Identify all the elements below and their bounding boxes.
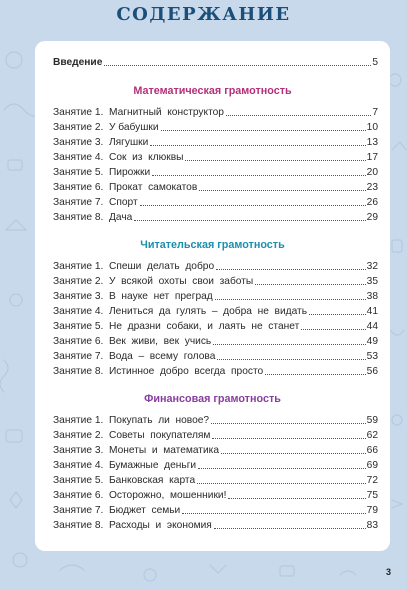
dot-leader	[213, 344, 365, 345]
toc-page-number: 17	[366, 152, 378, 163]
toc-entry[interactable]	[53, 210, 378, 224]
toc-entry-label: Занятие 2. Советы покупателям	[53, 430, 211, 441]
toc-entry-label: Занятие 4. Сок из клюквы	[53, 152, 184, 163]
dot-leader	[221, 453, 366, 454]
toc-page-number: 41	[366, 306, 378, 317]
toc-entry-label: Занятие 8. Дача	[53, 212, 133, 223]
toc-page-number: 66	[366, 445, 378, 456]
toc-entry[interactable]	[53, 289, 378, 303]
toc-entry-label: Занятие 6. Век живи, век учись	[53, 336, 212, 347]
toc-entry-label: Занятие 7. Вода – всему голова	[53, 351, 216, 362]
toc-entry[interactable]	[53, 135, 378, 149]
toc-entry-label: Занятие 3. Лягушки	[53, 137, 149, 148]
toc-entry[interactable]	[53, 195, 378, 209]
toc-entry[interactable]	[53, 334, 378, 348]
dot-leader	[309, 314, 366, 315]
dot-leader	[150, 145, 365, 146]
toc-entry[interactable]	[53, 473, 378, 487]
dot-leader	[161, 130, 366, 131]
dot-leader	[152, 175, 365, 176]
dot-leader	[226, 115, 371, 116]
toc-page-number: 35	[366, 276, 378, 287]
toc-page-number: 44	[366, 321, 378, 332]
dot-leader	[255, 284, 365, 285]
toc-page-number: 56	[366, 366, 378, 377]
toc-entry-intro[interactable]	[53, 55, 378, 69]
toc-entry-label: Занятие 7. Спорт	[53, 197, 138, 208]
toc-entry[interactable]	[53, 319, 378, 333]
toc-entry-label: Занятие 5. Банковская карта	[53, 475, 196, 486]
toc-page-number: 38	[366, 291, 378, 302]
toc-entry[interactable]	[53, 503, 378, 517]
toc-entry-label: Занятие 4. Лениться да гулять – добра не видать	[53, 306, 308, 317]
toc-entry[interactable]	[53, 274, 378, 288]
toc-page-number: 53	[366, 351, 378, 362]
toc-entry[interactable]	[53, 120, 378, 134]
toc-page-number: 7	[372, 107, 378, 118]
contents-panel	[35, 41, 390, 551]
toc-page-number: 75	[366, 490, 378, 501]
toc-page-number: 49	[366, 336, 378, 347]
page-number: 3	[386, 567, 392, 577]
dot-leader	[198, 468, 366, 469]
dot-leader	[216, 269, 366, 270]
toc-entry-label: Занятие 8. Истинное добро всегда просто	[53, 366, 264, 377]
toc-entry-label: Занятие 6. Осторожно, мошенники!	[53, 490, 227, 501]
dot-leader	[214, 528, 366, 529]
toc-entry-label: Занятие 3. Монеты и математика	[53, 445, 220, 456]
toc-page-number: 26	[366, 197, 378, 208]
toc-entry[interactable]	[53, 458, 378, 472]
toc-page-number: 23	[366, 182, 378, 193]
toc-page-number: 69	[366, 460, 378, 471]
toc-entry[interactable]	[53, 443, 378, 457]
dot-leader	[215, 299, 366, 300]
toc-entry-label: Занятие 1. Покупать ли новое?	[53, 415, 210, 426]
toc-page-number: 10	[366, 122, 378, 133]
toc-entry-label: Занятие 4. Бумажные деньги	[53, 460, 197, 471]
toc-entry-label: Занятие 3. В науке нет преград	[53, 291, 213, 302]
dot-leader	[211, 423, 366, 424]
dot-leader	[140, 205, 366, 206]
dot-leader	[228, 498, 365, 499]
toc-entry[interactable]	[53, 180, 378, 194]
dot-leader	[265, 374, 365, 375]
toc-entry[interactable]	[53, 428, 378, 442]
dot-leader	[134, 220, 365, 221]
section-title-reading: Читательская грамотность	[140, 239, 285, 251]
dot-leader	[104, 65, 371, 66]
toc-page-number: 79	[366, 505, 378, 516]
toc-page-number: 59	[366, 415, 378, 426]
toc-page-number: 83	[366, 520, 378, 531]
toc-page-number: 29	[366, 212, 378, 223]
toc-entry-label: Занятие 2. У бабушки	[53, 122, 159, 133]
toc-entry[interactable]	[53, 259, 378, 273]
dot-leader	[217, 359, 365, 360]
toc-page-number: 72	[366, 475, 378, 486]
toc-entry-label: Занятие 6. Прокат самокатов	[53, 182, 198, 193]
toc-entry[interactable]	[53, 349, 378, 363]
dot-leader	[199, 190, 365, 191]
toc-entry[interactable]	[53, 150, 378, 164]
toc-entry[interactable]	[53, 364, 378, 378]
toc-page-number: 5	[372, 57, 378, 68]
toc-entry-label: Занятие 1. Спеши делать добро	[53, 261, 215, 272]
dot-leader	[182, 513, 365, 514]
dot-leader	[197, 483, 366, 484]
toc-entry[interactable]	[53, 413, 378, 427]
toc-entry[interactable]	[53, 105, 378, 119]
toc-entry-label: Введение	[53, 57, 103, 68]
toc-page-number: 32	[366, 261, 378, 272]
toc-entry-label: Занятие 5. Пирожки	[53, 167, 151, 178]
toc-page-number: 20	[366, 167, 378, 178]
toc-page-number: 62	[366, 430, 378, 441]
toc-entry[interactable]	[53, 165, 378, 179]
toc-entry-label: Занятие 7. Бюджет семьи	[53, 505, 181, 516]
toc-entry[interactable]	[53, 488, 378, 502]
toc-entry[interactable]	[53, 518, 378, 532]
dot-leader	[185, 160, 365, 161]
toc-entry[interactable]	[53, 304, 378, 318]
dot-leader	[212, 438, 365, 439]
toc-entry-label: Занятие 5. Не дразни собаки, и лаять не станет	[53, 321, 300, 332]
dot-leader	[301, 329, 365, 330]
toc-page-number: 13	[366, 137, 378, 148]
toc-entry-label: Занятие 1. Магнитный конструктор	[53, 107, 224, 118]
toc-entry-label: Занятие 8. Расходы и экономия	[53, 520, 212, 531]
section-title-financial: Финансовая грамотность	[144, 393, 281, 405]
page-title: СОДЕРЖАНИЕ	[116, 4, 291, 25]
toc-entry-label: Занятие 2. У всякой охоты свои заботы	[53, 276, 254, 287]
section-title-math: Математическая грамотность	[133, 85, 292, 97]
